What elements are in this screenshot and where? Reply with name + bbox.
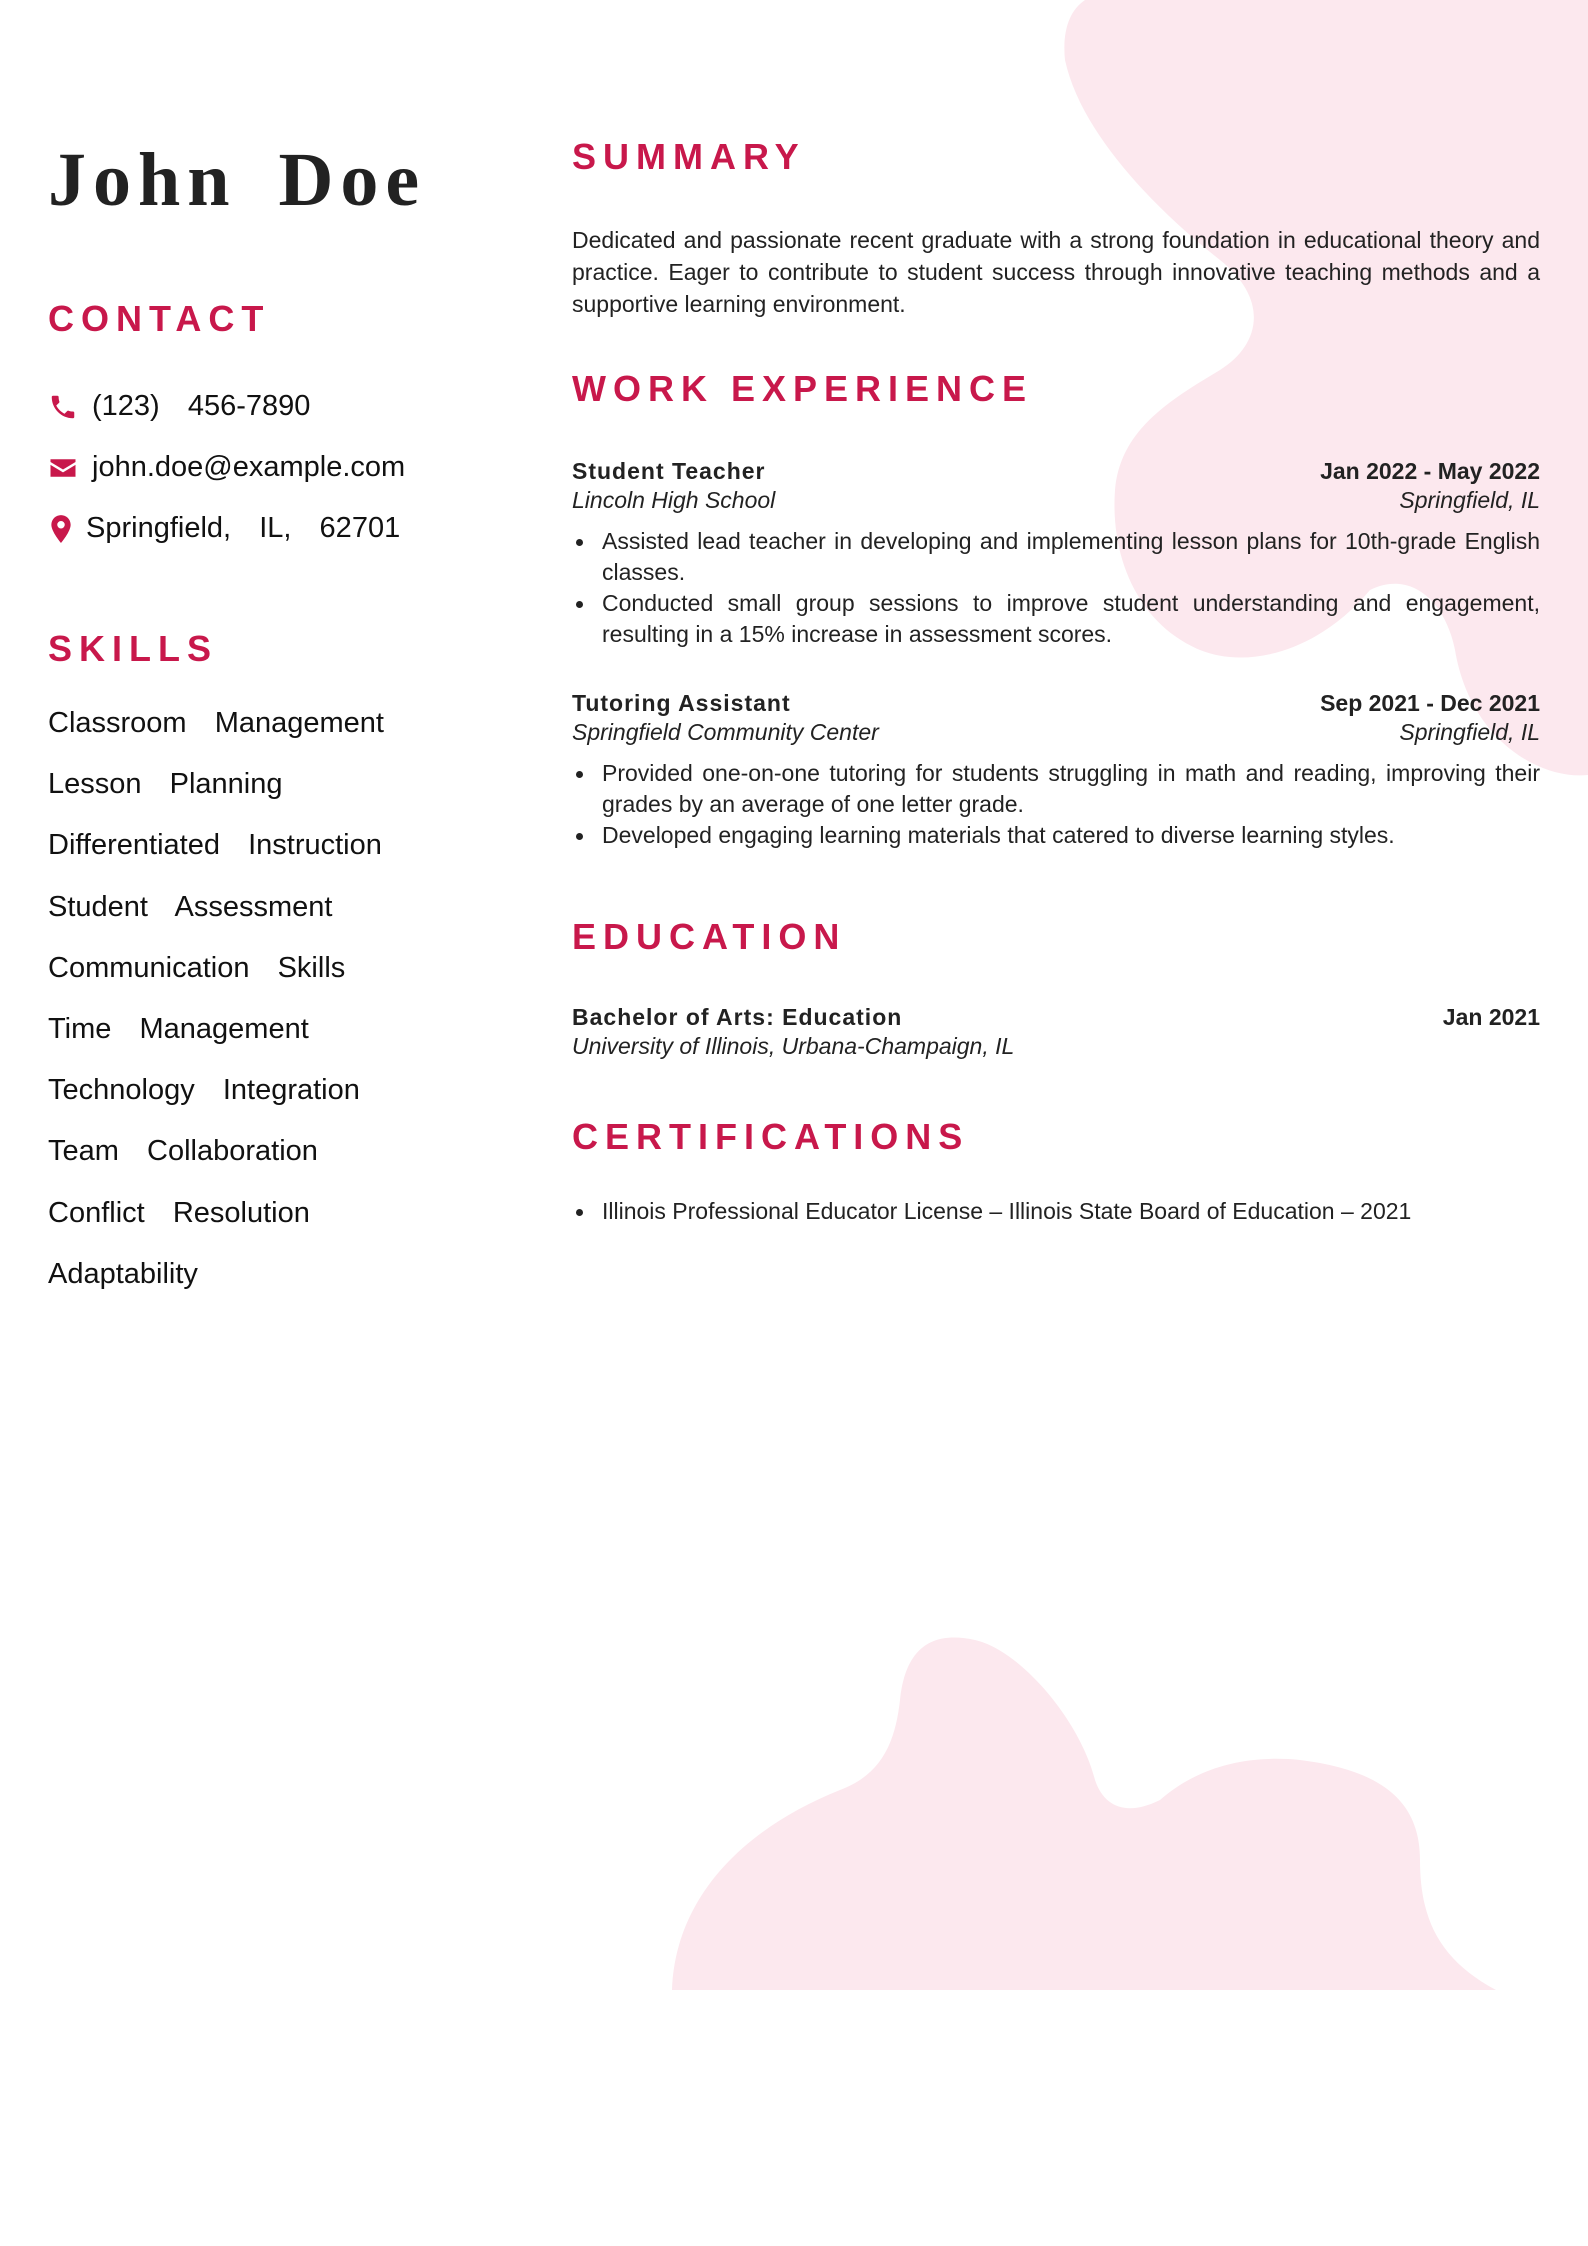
degree: Bachelor of Arts: Education [572,1004,903,1030]
certifications-heading: CERTIFICATIONS [572,1116,970,1157]
skill-item: Adaptability [48,1257,198,1290]
job-title: Tutoring Assistant [572,690,791,716]
skill-item: Communication Skills [48,951,346,984]
education-date: Jan 2021 [1442,1004,1540,1030]
certification-bullets [572,1196,1540,1227]
certification-item: Illinois Professional Educator License – Illinois State Board of Education – 2021 [602,1196,1540,1227]
job-entry [572,690,1540,851]
job-bullet: Developed engaging learning materials that catered to diverse learning styles. [602,820,1540,851]
school: University of Illinois, Urbana-Champaign, IL [572,1033,1015,1059]
summary-text: Dedicated and passionate recent graduate with a strong foundation in educational theory and practice. Eager to contribute to student success through innovative teaching methods and a supportive learning environment. [572,227,1540,317]
education-heading: EDUCATION [572,916,847,957]
map-pin-icon [48,514,86,544]
skill-item: Time Management [48,1012,309,1045]
job-bullet: Provided one-on-one tutoring for students struggling in math and reading, improving their grades by an average of one letter grade. [602,758,1540,820]
contact-list [48,376,518,559]
contact-phone-text: (123) 456-7890 [92,390,311,422]
skill-item: Classroom Management [48,707,384,739]
job-organization: Lincoln High School [572,487,776,513]
contact-phone [48,376,518,437]
candidate-name: John Doe [48,138,427,222]
skills-list [48,693,384,1305]
job-location: Springfield, IL [1399,719,1540,745]
experience-heading: WORK EXPERIENCE [572,368,1034,409]
contact-heading: CONTACT [48,298,271,339]
contact-location [48,498,518,559]
job-bullet: Assisted lead teacher in developing and implementing lesson plans for 10th-grade English classes. [602,526,1540,588]
job-bullet: Conducted small group sessions to improve student understanding and engagement, resulting in a 15% increase in assessment scores. [602,588,1540,650]
phone-icon [48,392,92,422]
skill-item: Team Collaboration [48,1135,318,1168]
envelope-icon [48,453,92,483]
job-dates: Jan 2022 - May 2022 [1320,458,1540,484]
education-entry [572,1004,1540,1060]
skill-item: Technology Integration [48,1074,360,1107]
skill-item: Lesson Planning [48,768,283,801]
job-location: Springfield, IL [1399,487,1540,513]
skill-item: Student Assessment [48,890,333,923]
job-bullets [572,758,1540,851]
contact-location-text: Springfield, IL, 62701 [86,512,401,544]
job-organization: Springfield Community Center [572,719,879,745]
job-dates: Sep 2021 - Dec 2021 [1320,690,1540,716]
job-entry [572,458,1540,650]
certifications-list [572,1196,1540,1227]
skill-item: Conflict Resolution [48,1196,310,1229]
contact-email-text[interactable]: john.doe@example.com [92,451,406,483]
left-column [48,138,518,1290]
job-title: Student Teacher [572,458,766,484]
skill-item: Differentiated Instruction [48,829,382,862]
skills-heading: SKILLS [48,628,219,669]
summary-heading: SUMMARY [572,136,806,177]
job-bullets [572,526,1540,650]
contact-email [48,437,518,498]
